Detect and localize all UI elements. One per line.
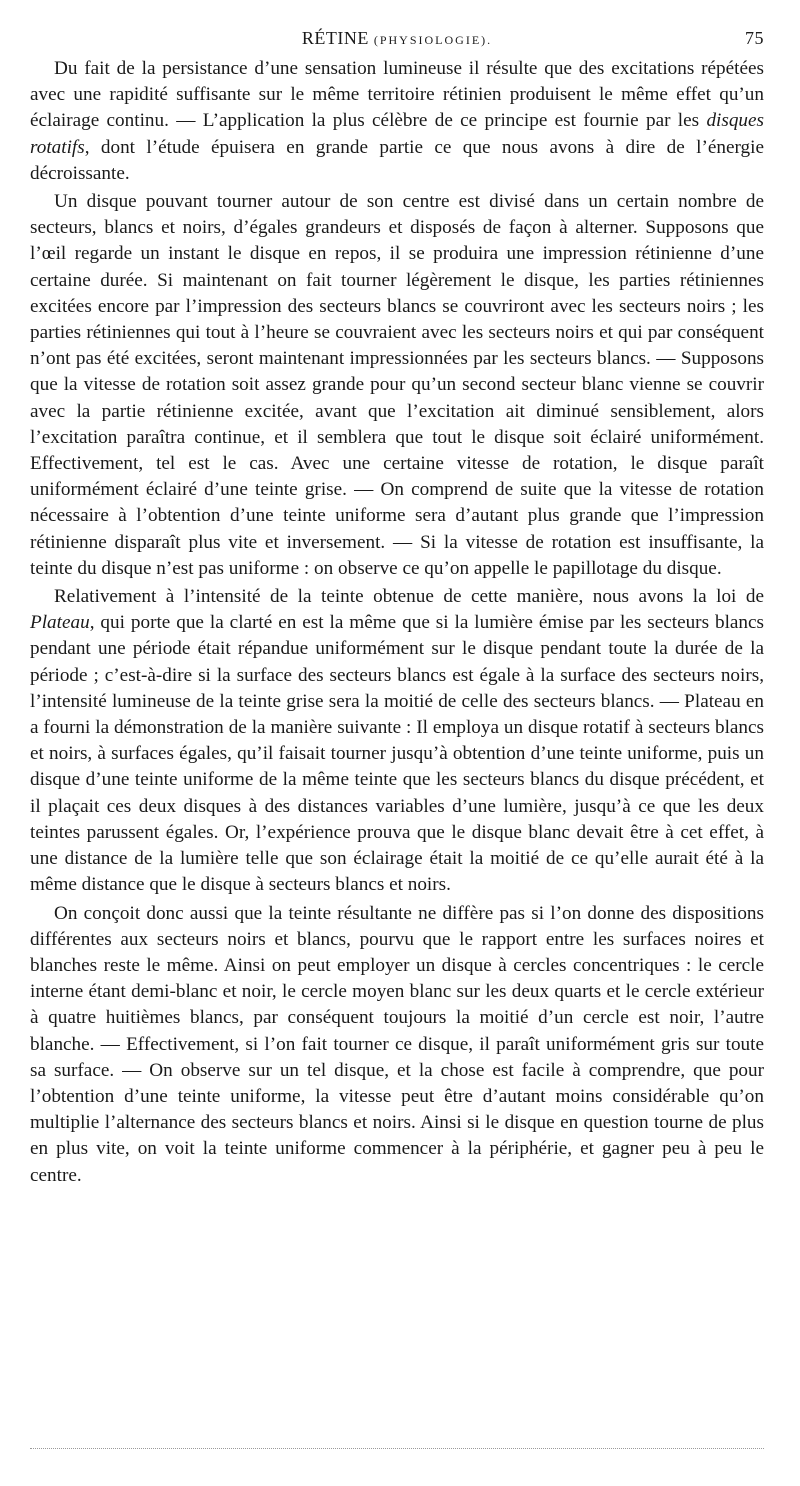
text-run: , dont l’étude épuisera en grande partie ce que nous avons à dire de l’énergie décroissante. bbox=[30, 136, 764, 184]
running-title bbox=[30, 28, 764, 49]
text-run: Un disque pouvant tourner autour de son centre est divisé dans un certain nombre de secteurs, blancs et noirs, d’égales grandeurs et disposés de façon à alterner. Supposons que l’œil regarde un instant le disque en repos, il se produira une impression rétinienne d’une certaine durée. Si maintenant on fait tourner légèrement le disque, les parties rétiniennes excitées encore par l’impression des secteurs blancs se couvriront avec les secteurs noirs ; les parties rétiniennes qui tout à l’heure se couvraient avec les secteurs noirs et qui par conséquent n’ont pas été excitées, seront maintenant impressionnées par les secteurs blancs. — Supposons que la vitesse de rotation soit assez grande pour qu’un second secteur blanc vienne se couvrir avec la partie rétinienne excitée, avant que l’excitation ait diminué sensiblement, alors l’excitation paraîtra continue, et il semblera que tout le disque soit éclairé uniformément. Effectivement, tel est le cas. Avec une certaine vitesse de rotation, le disque paraît uniformément éclairé d’une teinte grise. — On comprend de suite que la vitesse de rotation nécessaire à l’obtention d’une teinte uniforme sera d’autant plus grande que l’impression rétinienne disparaît plus vite et inversement. — Si la vitesse de rotation est insuffisante, la teinte du disque n’est pas uniforme : on observe ce qu’on appelle le papillotage du disque. bbox=[30, 191, 764, 579]
page-number: 75 bbox=[745, 28, 764, 48]
text-run-italic: disques rotatifs bbox=[30, 110, 764, 158]
text-run: Du fait de la persistance d’une sensation lumineuse il résulte que des excitations répétées avec une rapidité suffisante sur le même territoire rétinien produisent le même effet qu’un éclairage continu. — L’application la plus célèbre de ce principe est fournie par les bbox=[30, 58, 764, 132]
body-text bbox=[30, 56, 764, 1189]
header-subtitle: (PHYSIOLOGIE). bbox=[373, 33, 493, 47]
text-run: , qui porte que la clarté en est la même que si la lumière émise par les secteurs blancs pendant une période était répandue uniformément sur le disque pendant toute la durée de la période ; c’est-à-dire si la surface des secteurs blancs est égale à la surface des secteurs noirs, l’intensité lumineuse de la teinte grise sera la moitié de celle des secteurs blancs. — Plateau en a fourni la démonstration de la manière suivante : Il employa un disque rotatif à secteurs blancs et noirs, à surfaces égales, qu’il faisait tourner jusqu’à obtention d’une teinte uniforme, puis un disque d’une teinte uniforme de la même teinte que les secteurs blancs du disque précédent, et il plaçait ces deux disques à des distances variables d’une lumière, jusqu’à ce que les deux teintes parussent égales. Or, l’expérience prouva que le disque blanc devait être à cet effet, à une distance de la lumière telle que son éclairage était la moitié de ce qu’elle aurait été à la même distance que le disque à secteurs blancs et noirs. bbox=[30, 612, 764, 896]
paragraph-2 bbox=[30, 189, 764, 582]
text-run: On conçoit donc aussi que la teinte résultante ne diffère pas si l’on donne des dispositions différentes aux secteurs noirs et blancs, pourvu que le rapport entre les surfaces noires et blanches reste le même. Ainsi on peut employer un disque à cercles concentriques : le cercle interne étant demi-blanc et noir, le cercle moyen blanc sur les deux quarts et le cercle extérieur à quatre huitièmes blancs, par conséquent toujours la moitié d’un cercle est noir, l’autre blanche. — Effectivement, si l’on fait tourner ce disque, il paraît uniformément gris sur toute sa surface. — On observe sur un tel disque, et la chose est facile à comprendre, que pour l’obtention d’une teinte uniforme, la vitesse peut être d’autant moins considérable qu’on multiplie l’alternance des secteurs blancs et noirs. Ainsi si le disque en question tourne de plus en plus vite, on voit la teinte uniforme commencer à la périphérie, et gagner peu à peu le centre. bbox=[30, 902, 764, 1186]
text-run-italic: Plateau bbox=[30, 612, 90, 634]
footer-dotted-rule bbox=[30, 1448, 764, 1449]
text-run: Relativement à l’intensité de la teinte obtenue de cette manière, nous avons la loi de bbox=[54, 586, 764, 608]
paragraph-1 bbox=[30, 56, 764, 187]
page bbox=[30, 28, 764, 1189]
paragraph-4 bbox=[30, 901, 764, 1189]
paragraph-3 bbox=[30, 584, 764, 898]
running-head bbox=[30, 28, 764, 56]
header-title: RÉTINE bbox=[301, 28, 369, 48]
